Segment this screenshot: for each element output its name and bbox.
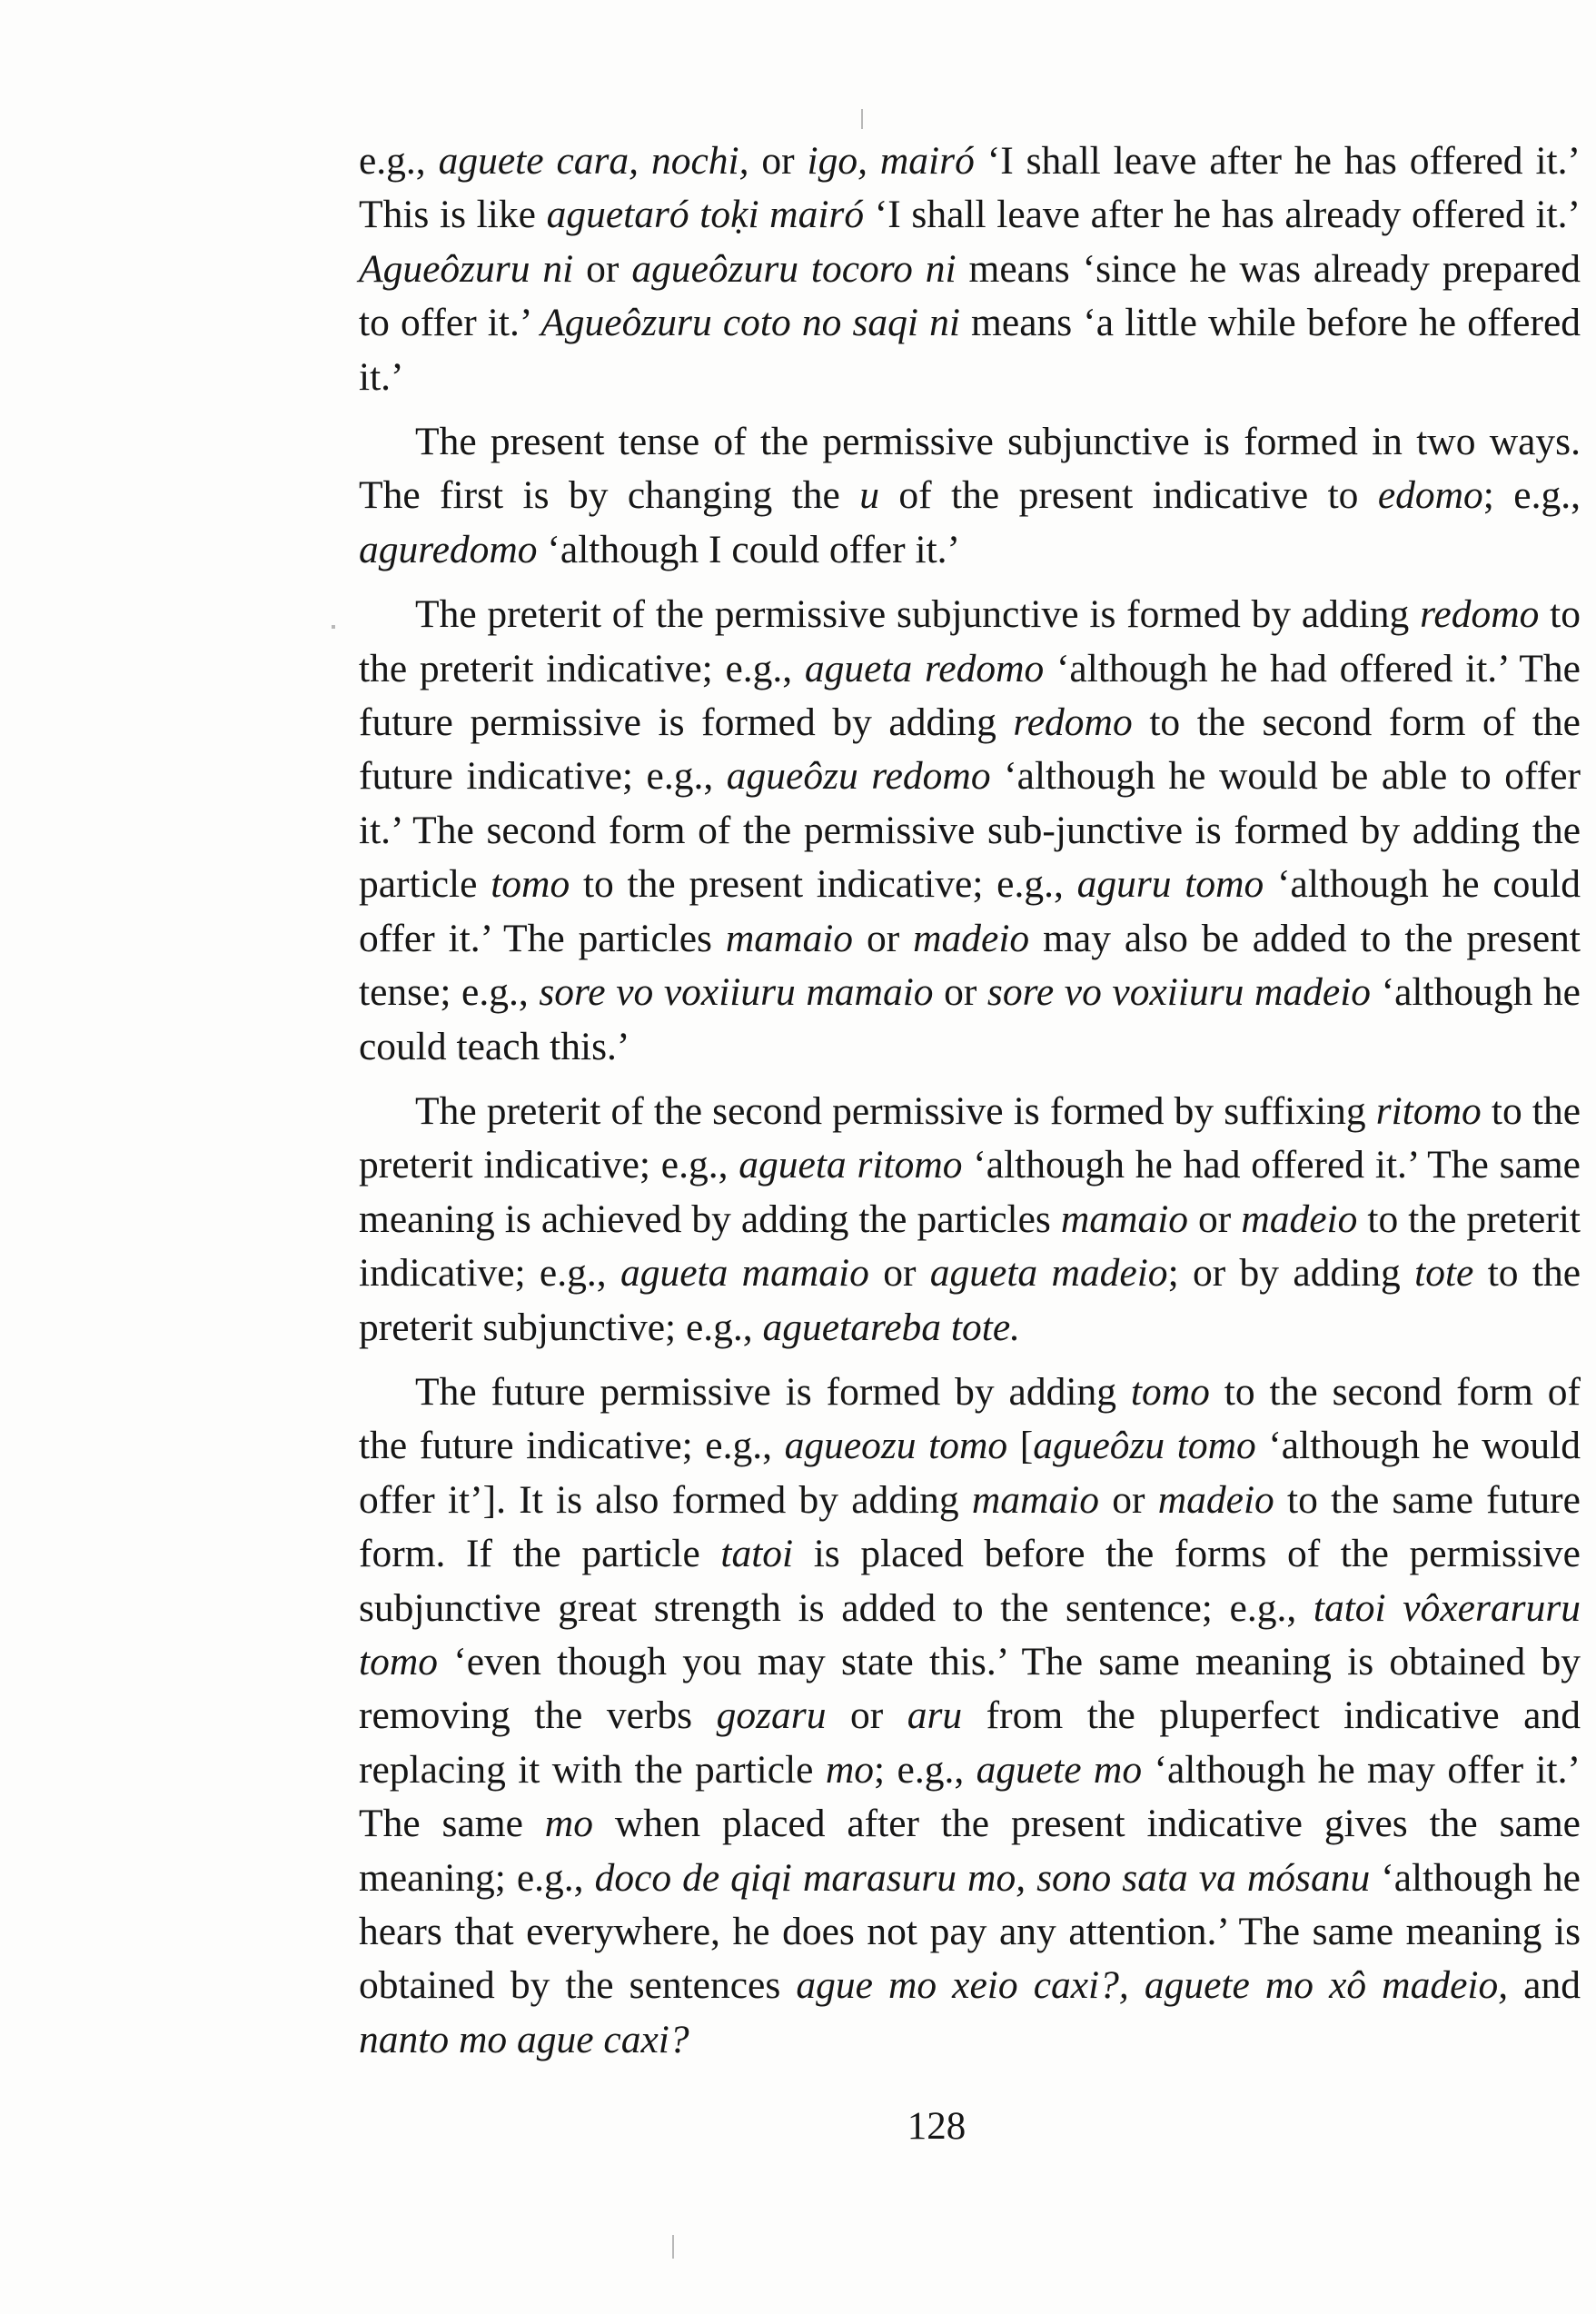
italic-term: gozaru [716,1693,827,1738]
text-run: or [868,1251,930,1296]
italic-term: Agueôzuru ni [359,246,574,291]
paragraph [359,1085,1581,1355]
text-run: to the second form of the future indicative; e.g., [359,1369,1581,1468]
text-run: to the preterit indicative; e.g., [359,1197,1581,1296]
scan-speck [672,2235,674,2259]
italic-term: mamaio [725,916,854,960]
text-run: from the pluperfect indicative and replacing it with the particle [359,1693,1581,1792]
text-run: e.g., [359,139,439,183]
italic-term: redomo [1013,700,1133,745]
text-run: ‘although he had offered it.’ The future permissive is formed by adding [359,646,1581,745]
text-run: may also be added to the present tense; e.g., [359,916,1581,1015]
text-run: ; e.g., [874,1747,976,1792]
italic-term: aguete mo [976,1747,1143,1792]
paragraph [359,415,1581,577]
italic-term: aru [907,1693,963,1738]
text-run: ; or by adding [1167,1251,1415,1296]
text-run: ‘even though you may state this.’ The same meaning is obtained by removing the verbs [359,1639,1581,1738]
text-run: to the preterit subjunctive; e.g., [359,1251,1581,1349]
italic-term: tomo [491,862,570,907]
text-run: ‘although I could offer it.’ [537,527,961,571]
paragraph [359,588,1581,1074]
text-run: to the preterit indicative; e.g., [359,1088,1581,1187]
text-run: ‘although he could teach this.’ [359,970,1581,1068]
text-run: ‘although he hears that everywhere, he does not pay any attention.’ The same meaning is obtained by the sentences [359,1855,1581,2008]
italic-term: igo, mairó [807,139,975,183]
italic-term: tomo [1130,1369,1210,1414]
italic-term: aguredomo [359,527,538,571]
italic-term: aguetareba tote. [762,1305,1021,1349]
text-run: is placed before the forms of the permissive subjunctive great strength is added to the sentence; e.g., [359,1532,1581,1630]
text-run: ‘although he could offer it.’ The particles [359,862,1581,960]
italic-term: aguetaró toḳi mairó [546,193,865,237]
italic-term: madeio [1157,1477,1274,1522]
italic-term: edomo [1377,473,1483,518]
body-text [359,134,1581,2067]
italic-term: mamaio [1060,1197,1189,1241]
italic-term: mo [544,1802,593,1846]
text-run: ‘although he had offered it.’ The same meaning is achieved by adding the particles [359,1143,1581,1241]
text-run: of the present indicative to [879,473,1378,518]
italic-term: mamaio [971,1477,1100,1522]
text-run: or [933,970,987,1015]
text-run: ‘I shall leave after he has offered it.’ This is like [359,139,1581,237]
text-run: The preterit of the second permissive is formed by suffixing [415,1088,1376,1133]
italic-term: tatoi vôxeraruru tomo [359,1585,1581,1683]
italic-term: sore vo voxiiuru madeio [986,970,1372,1015]
scan-speck [332,625,335,629]
text-run: ‘although he would offer it’]. It is also formed by adding [359,1424,1581,1522]
text-run: The future permissive is formed by adding [415,1369,1131,1414]
italic-term: mo [825,1747,875,1792]
text-run: ; e.g., [1482,473,1581,518]
paragraph [359,1366,1581,2067]
italic-term: ague mo xeio caxi?, aguete mo xô madeio, [796,1963,1509,2008]
text-run: The preterit of the permissive subjunctive is formed by adding [415,592,1421,637]
text-run: and [1508,1963,1581,2008]
italic-term: agueôzuru tocoro ni [631,246,957,291]
page-number: 128 [907,2105,967,2148]
italic-term: agueta madeio [929,1251,1168,1296]
text-run: ‘although he would be able to offer it.’ The second form of the permissive sub-junctive is formed by adding the particle [359,754,1581,907]
italic-term: nanto mo ague caxi? [359,2017,689,2061]
italic-term: agueôzu redomo [726,754,991,799]
italic-term: ritomo [1375,1088,1482,1133]
italic-term: agueta redomo [804,646,1045,690]
text-run: or [748,139,808,183]
italic-term: Agueôzuru coto no saqi ni [540,301,960,345]
text-run: when placed after the present indicative gives the same meaning; e.g., [359,1802,1581,1900]
italic-term: agueozu tomo [784,1424,1008,1468]
text-run: to the preterit indicative; e.g., [359,592,1581,690]
text-run: to the same future form. If the particle [359,1477,1581,1576]
italic-term: aguete cara, nochi, [438,139,749,183]
text-run: or [826,1693,907,1738]
text-run: ‘I shall leave after he has already offered it.’ [864,193,1581,237]
italic-term: aguru tomo [1076,862,1264,907]
text-run: or [1099,1477,1158,1522]
text-run: or [853,916,914,960]
text-run: means ‘since he was already prepared to offer it.’ [359,246,1581,345]
text-run: or [573,246,632,291]
italic-term: doco de qiqi marasuru mo, sono sata va mósanu [594,1855,1371,1900]
italic-term: agueta ritomo [739,1143,963,1187]
italic-term: tote [1414,1251,1474,1296]
text-run: The present tense of the permissive subjunctive is formed in two ways. The first is by changing the [359,420,1581,518]
italic-term: sore vo voxiiuru mamaio [539,970,934,1015]
paragraph [359,134,1581,404]
italic-term: agueta mamaio [620,1251,869,1296]
italic-term: u [859,473,880,518]
text-run: to the present indicative; e.g., [570,862,1077,907]
italic-term: madeio [1241,1197,1358,1241]
italic-term: tatoi [720,1532,794,1576]
scan-speck [861,109,863,129]
text-run: or [1188,1197,1242,1241]
italic-term: redomo [1420,592,1540,637]
text-run: to the second form of the future indicative; e.g., [359,700,1581,799]
text-run: ‘although he may offer it.’ The same [359,1747,1581,1846]
italic-term: agueôzu tomo [1033,1424,1256,1468]
text-run: [ [1007,1424,1034,1468]
text-run: means ‘a little while before he offered it.’ [359,301,1581,399]
italic-term: madeio [913,916,1030,960]
